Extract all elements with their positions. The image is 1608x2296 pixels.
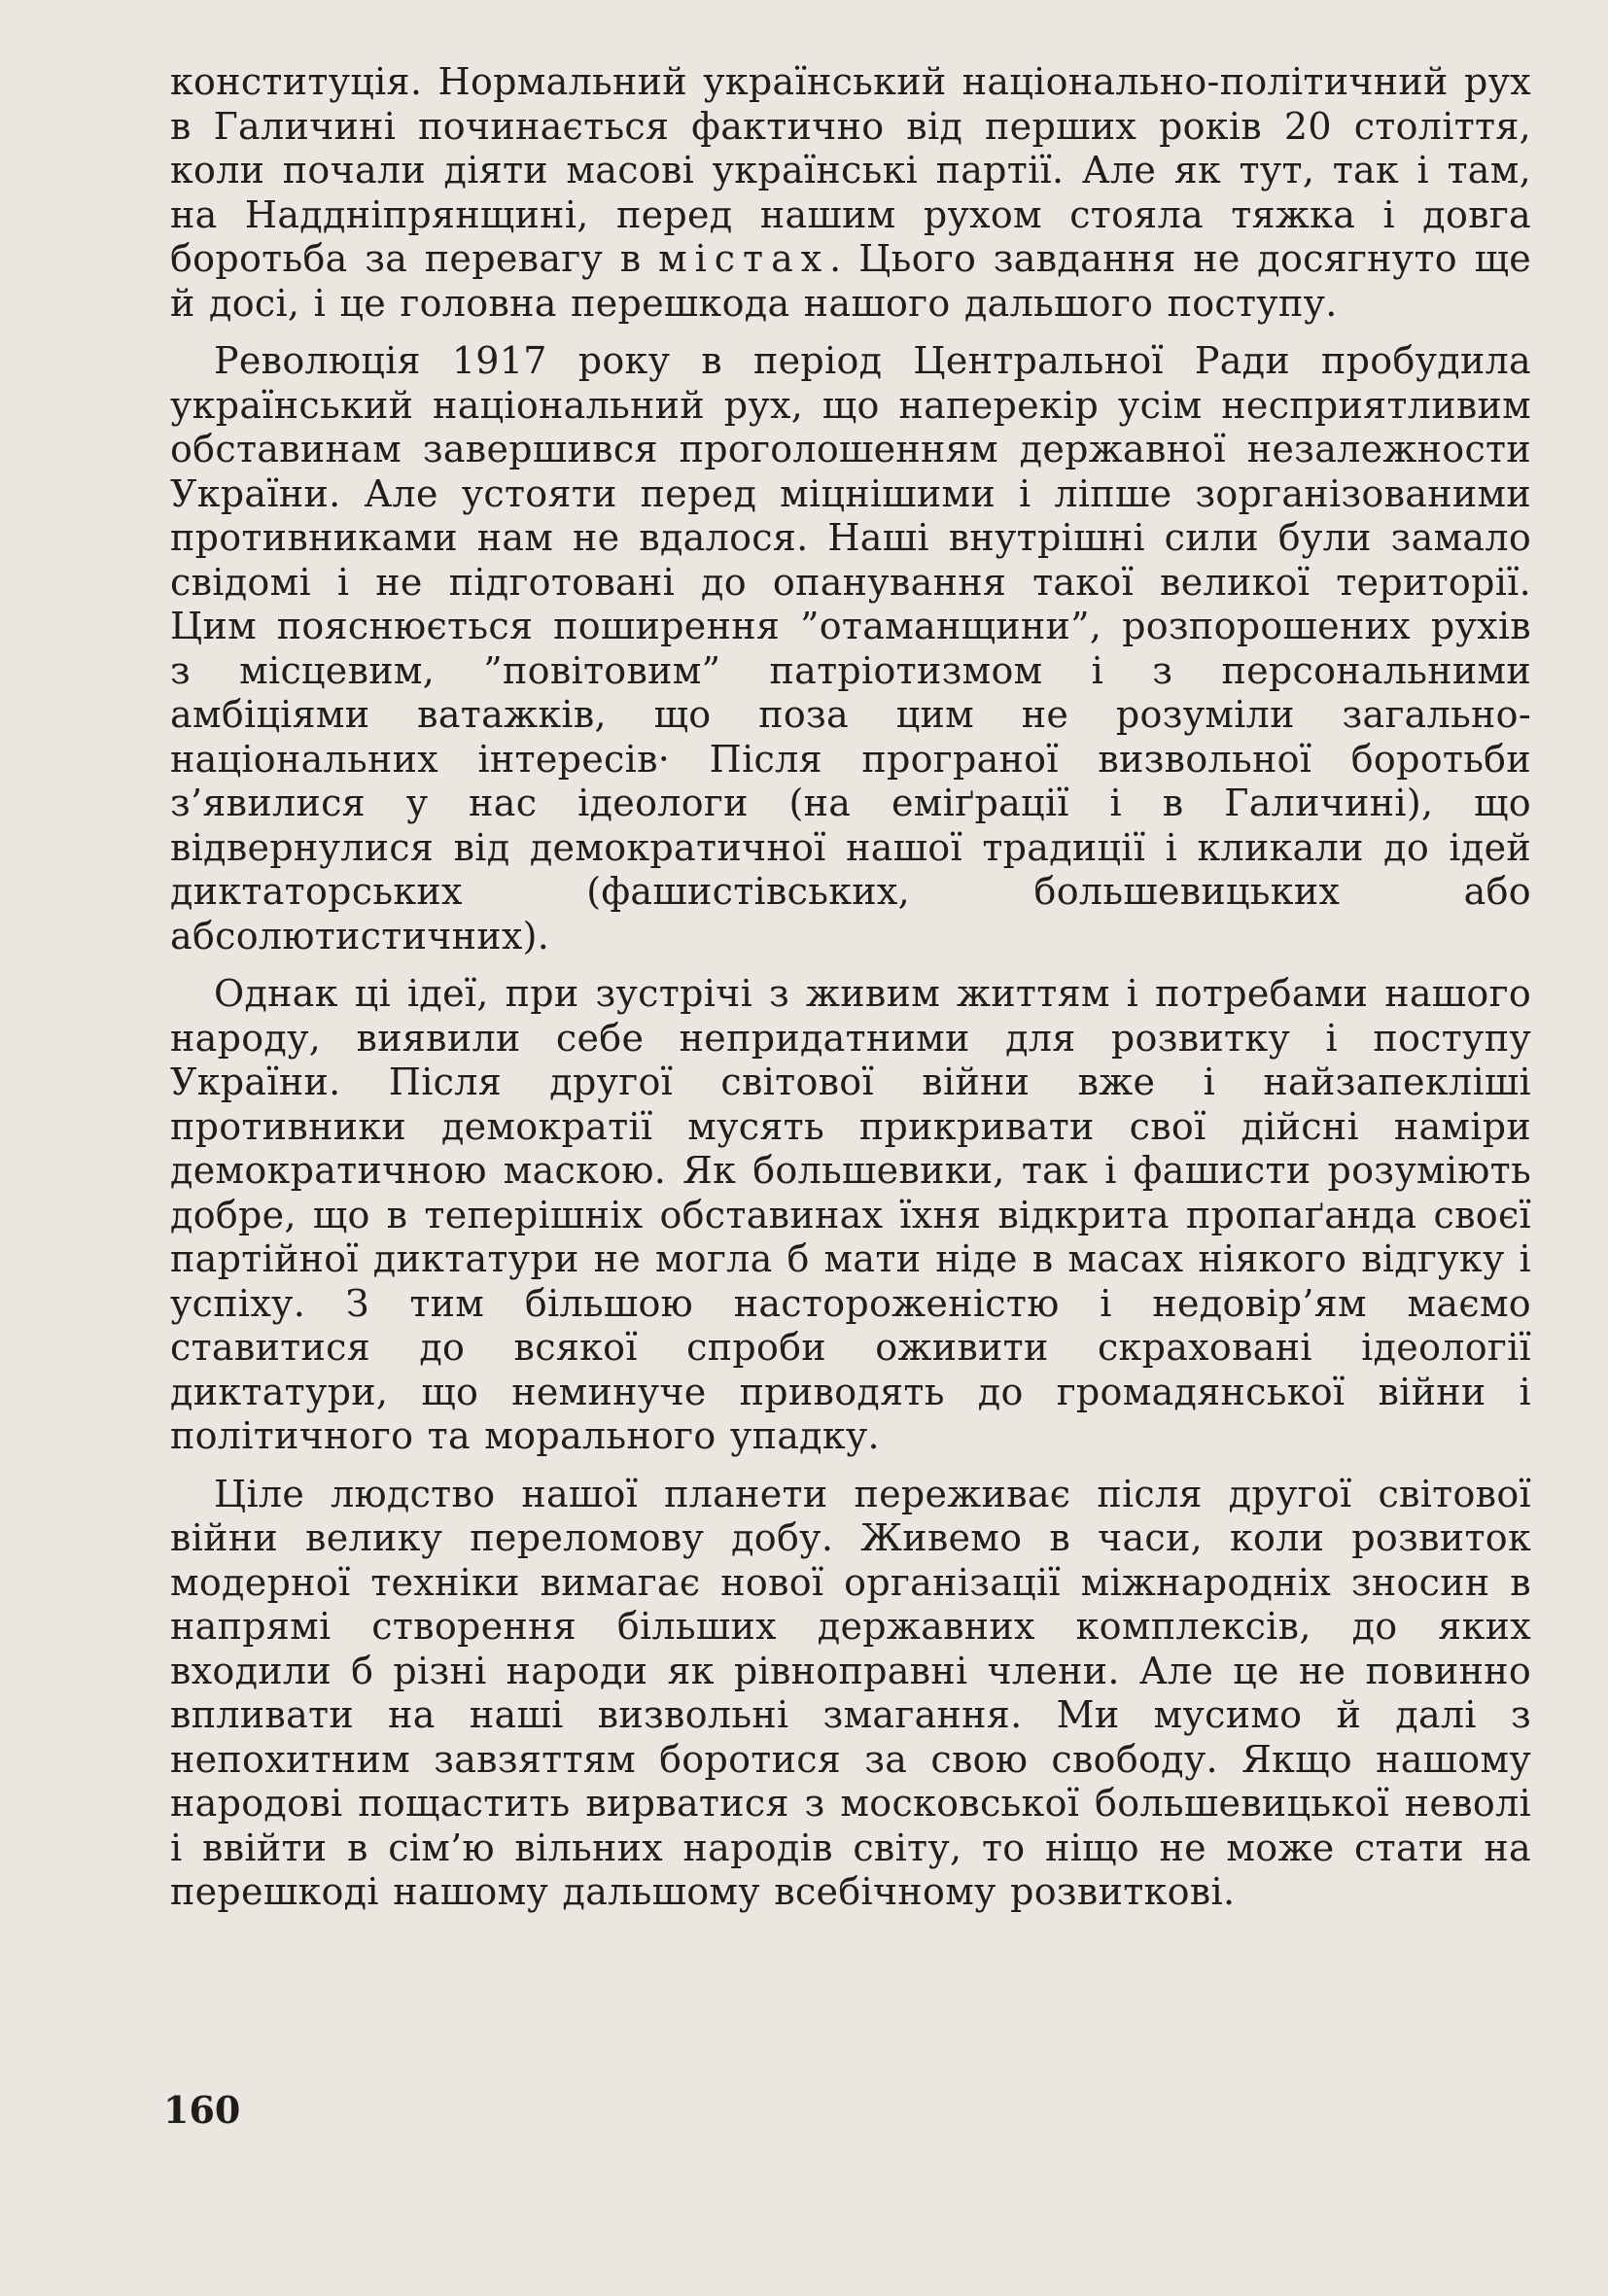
- paragraph-4: Ціле людство нашої планети переживає після другої світової війни велику переломову добу. Живемо в часи, коли розвиток модерної техніки вимагає нової організації міжнародніх зносин в напрямі створення більших державних комплексів, до яких входили б різні народи як рівноправні члени. Але це не повинно впливати на наші визвольні змагання. Ми мусимо й далі з непохитним завзяттям боротися за свою свободу. Якщо нашому народові пощастить вирватися з московської большевицької неволі і ввійти в сім’ю вільних народів світу, то ніщо не може стати на перешкоді нашому дальшому всебічному розвиткові.: [170, 1472, 1531, 1913]
- page-number: 160: [163, 2088, 241, 2132]
- emphasized-word: містах: [658, 237, 830, 280]
- paragraph-1-text: конституція. Нормальний український національно-політичний рух в Галичині починається фактично від перших років 20 століття, коли почали діяти масові українські партії. Але як тут, так і там, на Наддніпрянщині, перед нашим рухом стояла тяжка і довга боротьба за перевагу в: [170, 60, 1531, 280]
- paragraph-1: [170, 60, 1531, 326]
- paragraph-2: Революція 1917 року в період Центральної Ради пробудила український національний рух, що наперекір усім несприятливим обставинам завершився проголошенням державної незалежности України. Але устояти перед міцнішими і ліпше зорганізованими противниками нам не вдалося. Наші внутрішні сили були замало свідомі і не підготовані до опанування такої великої території. Цим пояснюється поширення ”отаманщини”, розпорошених рухів з місцевим, ”повітовим” патріотизмом і з персональними амбіціями ватажків, що поза цим не розуміли загально-національних інтересів· Після програної визвольної боротьби з’явилися у нас ідеологи (на еміґрації і в Галичині), що відвернулися від демократичної нашої традиції і кликали до ідей диктаторських (фашистівських, большевицьких або абсолютистичних).: [170, 339, 1531, 957]
- body-text: [170, 60, 1531, 1929]
- paragraph-3: Однак ці ідеї, при зустрічі з живим життям і потребами нашого народу, виявили себе непридатними для розвитку і поступу України. Після другої світової війни вже і найзапекліші противники демократії мусять прикривати свої дійсні наміри демократичною маскою. Як большевики, так і фашисти розуміють добре, що в теперішніх обставинах їхня відкрита пропаґанда своєї партійної диктатури не могла б мати ніде в масах ніякого відгуку і успіху. З тим більшою настороженістю і недовір’ям маємо ставитися до всякої спроби оживити скраховані ідеології диктатури, що неминуче приводять до громадянської війни і політичного та морального упадку.: [170, 972, 1531, 1457]
- paragraph-1-end: . Цього завдання не досягнуто ще й досі, і це головна перешкода нашого дальшого поступу.: [170, 237, 1531, 325]
